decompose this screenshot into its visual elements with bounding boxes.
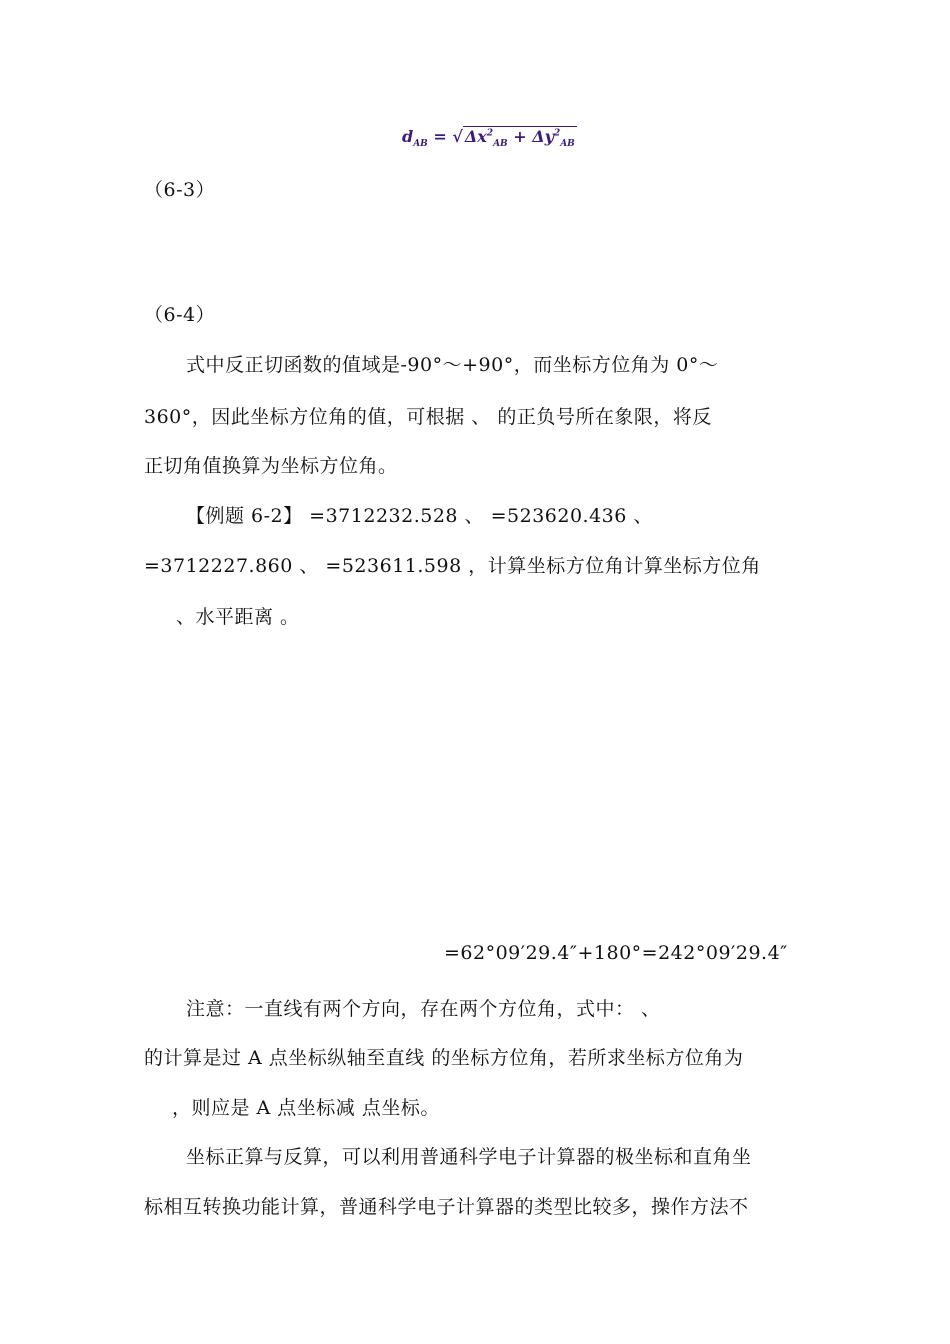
azimuth-result: =62°09′29.4″+180°=242°09′29.4″ xyxy=(444,942,788,964)
paragraph-2-line-1: 坐标正算与反算，可以利用普通科学电子计算器的极坐标和直角坐 xyxy=(186,1146,752,1168)
example-line-3: 、水平距离 。 xyxy=(176,606,300,628)
example-line-1: 【例题 6-2】 =3712232.528 、 =523620.436 、 xyxy=(186,505,653,527)
note-line-2: 的计算是过 A 点坐标纵轴至直线 的坐标方位角，若所求坐标方位角为 xyxy=(144,1047,744,1069)
note-line-3: ，则应是 A 点坐标减 点坐标。 xyxy=(172,1097,440,1119)
paragraph-1-line-2: 360°，因此坐标方位角的值，可根据 、 的正负号所在象限，将反 xyxy=(144,406,712,428)
paragraph-2-line-2: 标相互转换功能计算，普通科学电子计算器的类型比较多，操作方法不 xyxy=(144,1196,749,1218)
equation-number-6-3: （6-3） xyxy=(144,179,216,201)
paragraph-1-line-3: 正切角值换算为坐标方位角。 xyxy=(144,455,398,477)
note-line-1: 注意：一直线有两个方向，存在两个方位角，式中： 、 xyxy=(186,998,661,1020)
distance-formula: $d_{AB}$ = √ $\Delta x^2_{AB} + \Delta y^2_{AB}$ xyxy=(402,127,575,150)
paragraph-1-line-1: 式中反正切函数的值域是-90°～+90°，而坐标方位角为 0°～ xyxy=(186,354,719,376)
example-line-2: =3712227.860 、 =523611.598 ，计算坐标方位角计算坐标方位角 xyxy=(144,555,761,577)
equation-number-6-4: （6-4） xyxy=(144,304,216,326)
